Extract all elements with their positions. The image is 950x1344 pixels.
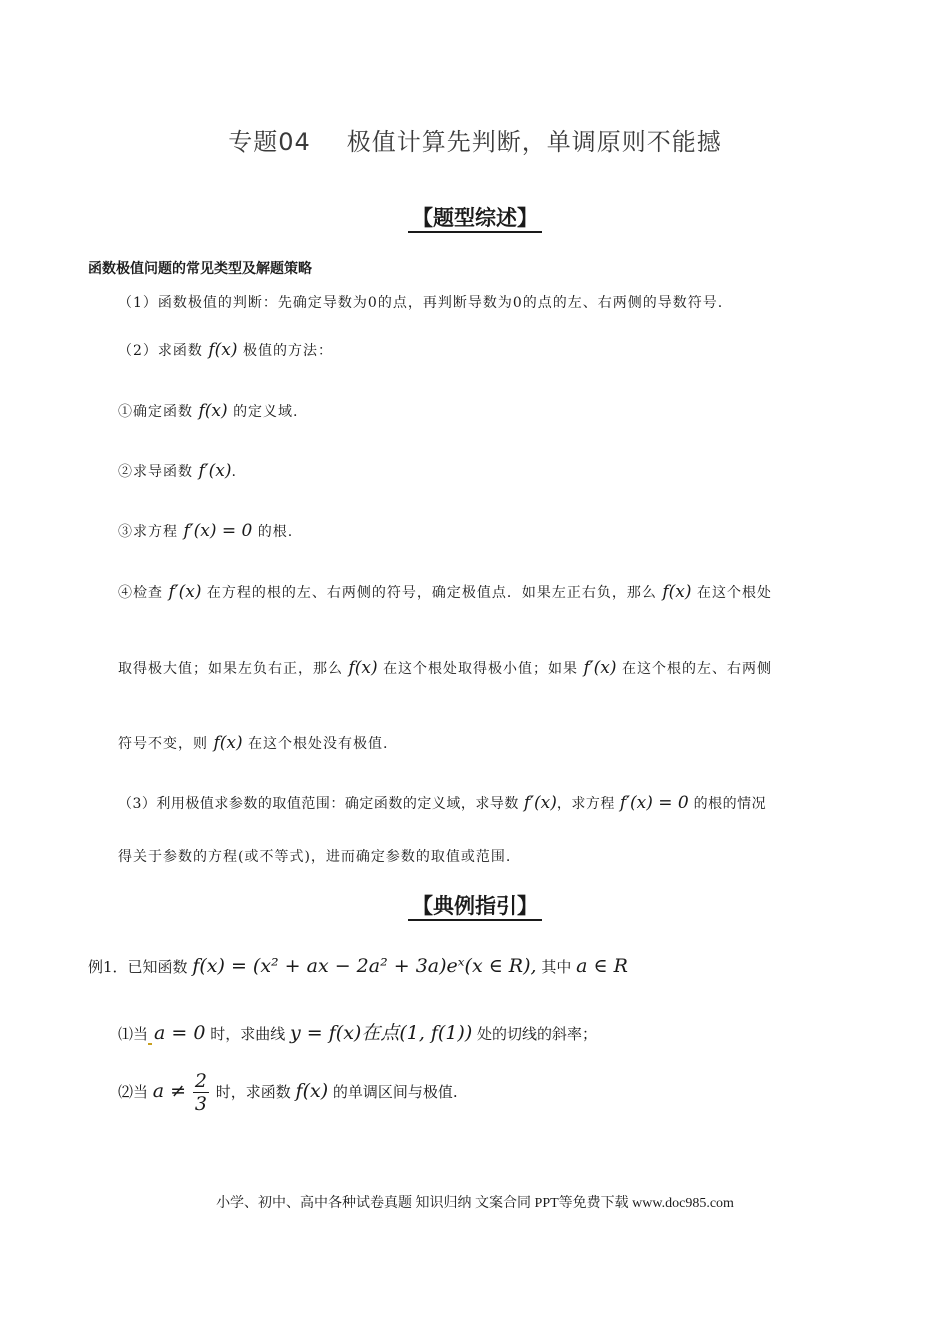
step-4-line3: 符号不变，则 f(x) 在这个根处没有极值. [118, 733, 389, 753]
step-3: ③求方程 f′(x) = 0 的根. [118, 521, 294, 541]
example-1-stem: 例1．已知函数 f(x) = (x² + ax − 2a² + 3a)eˣ(x ∈ R), 其中 a ∈ R [88, 955, 628, 977]
math-fpx-eq0: f′(x) = 0 [183, 521, 253, 541]
example-1-question-1: ⑴当 a = 0 时，求曲线 y = f(x)在点(1, f(1)) 处的切线的斜率； [118, 1022, 598, 1044]
overview-p2: （2）求函数 f(x) 极值的方法： [118, 340, 333, 360]
overview-subheading: 函数极值问题的常见类型及解题策略 [88, 261, 312, 277]
title-part1: 专题04 [228, 128, 311, 156]
math-fpx: f′(x) [198, 461, 232, 481]
page-footer: 小学、初中、高中各种试卷真题 知识归纳 文案合同 PPT等免费下载 www.doc985.com [216, 1196, 734, 1211]
fraction-numerator: 2 [194, 1070, 207, 1092]
math-a-eq0: a = 0 [154, 1022, 206, 1044]
math-fx: f(x) [213, 733, 243, 753]
step-2: ②求导函数 f′(x). [118, 461, 237, 481]
page-title [0, 122, 950, 157]
step-1: ①确定函数 f(x) 的定义域. [118, 401, 299, 421]
math-fpx-eq0: f′(x) = 0 [619, 793, 689, 813]
fraction-denominator: 3 [194, 1093, 207, 1115]
math-curve: y = f(x)在点(1, f(1)) [290, 1022, 473, 1044]
example-1-question-2: ⑵当 a ≠ $\frac{2}{3}$ 时，求函数 f(x) 的单调区间与极值. [118, 1070, 458, 1115]
fraction-two-thirds [193, 1072, 209, 1114]
math-fx: f(x) [295, 1080, 329, 1102]
math-a-in-R: a ∈ R [576, 955, 628, 977]
overview-p3-line2: 得关于参数的方程(或不等式)，进而确定参数的取值或范围. [118, 849, 512, 865]
title-part2: 极值计算先判断，单调原则不能撼 [346, 128, 722, 156]
math-fpx: f′(x) [168, 582, 202, 602]
math-a-neq: a ≠ [152, 1080, 187, 1102]
math-fpx: f′(x) [583, 658, 617, 678]
overview-p1: （1）函数极值的判断：先确定导数为0的点，再判断导数为0的点的左、右两侧的导数符号. [118, 295, 724, 311]
overview-p3-line1: （3）利用极值求参数的取值范围：确定函数的定义域，求导数 f′(x)，求方程 f′(x) = 0 的根的情况 [118, 793, 767, 813]
marker-dot [148, 1043, 152, 1045]
step-4-line2: 取得极大值；如果左负右正，那么 f(x) 在这个根处取得极小值；如果 f′(x) 在这个根的左、右两侧 [118, 658, 772, 678]
math-fx: f(x) [348, 658, 378, 678]
section-examples-heading: 【典例指引】 [0, 890, 950, 920]
math-fx: f(x) [662, 582, 692, 602]
math-fx: f(x) [208, 340, 238, 360]
math-ex1-function: f(x) = (x² + ax − 2a² + 3a)eˣ(x ∈ R), [192, 955, 537, 977]
math-fx: f(x) [198, 401, 228, 421]
step-4-line1: ④检查 f′(x) 在方程的根的左、右两侧的符号，确定极值点．如果左正右负，那么 f(x) 在这个根处 [118, 582, 772, 602]
math-fpx: f′(x) [523, 793, 557, 813]
section-overview-heading: 【题型综述】 [0, 202, 950, 232]
